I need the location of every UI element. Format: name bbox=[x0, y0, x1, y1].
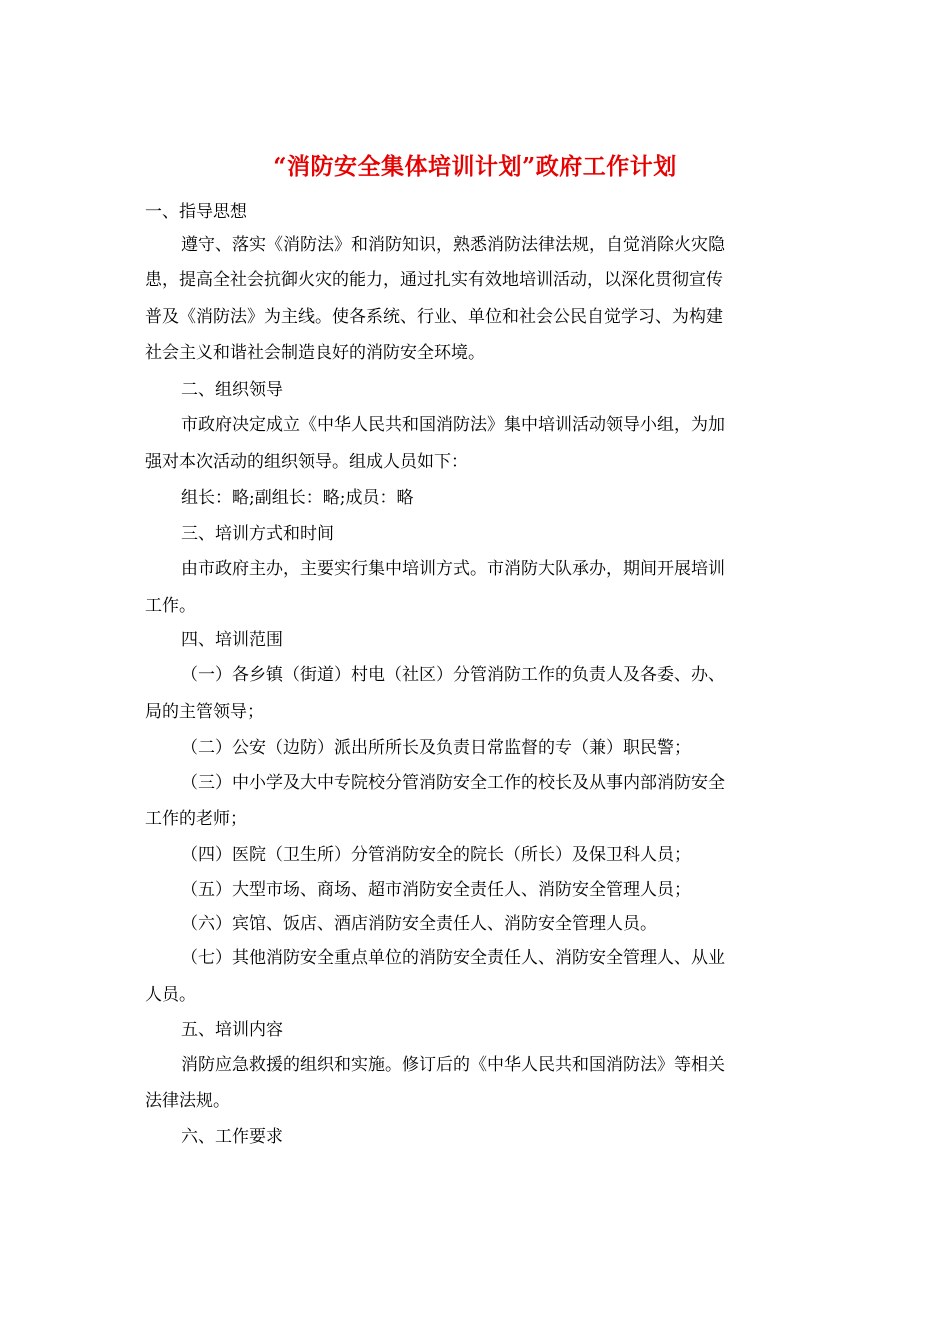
section-heading-training-scope: 四、培训范围 bbox=[181, 630, 283, 650]
paragraph-line: 法律法规。 bbox=[145, 1091, 230, 1111]
section-heading-training-method: 三、培训方式和时间 bbox=[181, 524, 334, 544]
paragraph-line: 遵守、落实《消防法》和消防知识，熟悉消防法律法规，自觉消除火灾隐 bbox=[181, 235, 725, 255]
list-item: （二）公安（边防）派出所所长及负责日常监督的专（兼）职民警； bbox=[181, 738, 691, 758]
section-heading-organization: 二、组织领导 bbox=[181, 380, 283, 400]
list-item: （四）医院（卫生所）分管消防安全的院长（所长）及保卫科人员； bbox=[181, 845, 691, 865]
section-heading-training-content: 五、培训内容 bbox=[181, 1020, 283, 1040]
list-item-continuation: 工作的老师； bbox=[145, 809, 247, 829]
paragraph-line: 由市政府主办，主要实行集中培训方式。市消防大队承办，期间开展培训 bbox=[181, 559, 725, 579]
list-item: （三）中小学及大中专院校分管消防安全工作的校长及从事内部消防安全 bbox=[181, 773, 725, 793]
paragraph-line: 工作。 bbox=[145, 596, 196, 616]
section-heading-guiding-ideology: 一、指导思想 bbox=[145, 202, 247, 222]
paragraph-line: 强对本次活动的组织领导。组成人员如下： bbox=[145, 452, 468, 472]
list-item-continuation: 局的主管领导； bbox=[145, 702, 264, 722]
paragraph-line: 患，提高全社会抗御火灾的能力，通过扎实有效地培训活动，以深化贯彻宣传 bbox=[145, 270, 723, 290]
document-title: “消防安全集体培训计划”政府工作计划 bbox=[273, 153, 677, 180]
paragraph-line: 社会主义和谐社会制造良好的消防安全环境。 bbox=[145, 343, 485, 363]
paragraph-line: 组长：略;副组长：略;成员：略 bbox=[181, 488, 414, 508]
paragraph-line: 市政府决定成立《中华人民共和国消防法》集中培训活动领导小组，为加 bbox=[181, 415, 725, 435]
paragraph-line: 消防应急救援的组织和实施。修订后的《中华人民共和国消防法》等相关 bbox=[181, 1055, 725, 1075]
list-item: （六）宾馆、饭店、酒店消防安全责任人、消防安全管理人员。 bbox=[181, 914, 657, 934]
list-item: （七）其他消防安全重点单位的消防安全责任人、消防安全管理人、从业 bbox=[181, 948, 725, 968]
list-item-continuation: 人员。 bbox=[145, 985, 196, 1005]
section-heading-work-requirements: 六、工作要求 bbox=[181, 1127, 283, 1147]
paragraph-line: 普及《消防法》为主线。使各系统、行业、单位和社会公民自觉学习、为构建 bbox=[145, 307, 723, 327]
list-item: （五）大型市场、商场、超市消防安全责任人、消防安全管理人员； bbox=[181, 880, 691, 900]
list-item: （一）各乡镇（街道）村电（社区）分管消防工作的负责人及各委、办、 bbox=[181, 665, 725, 685]
